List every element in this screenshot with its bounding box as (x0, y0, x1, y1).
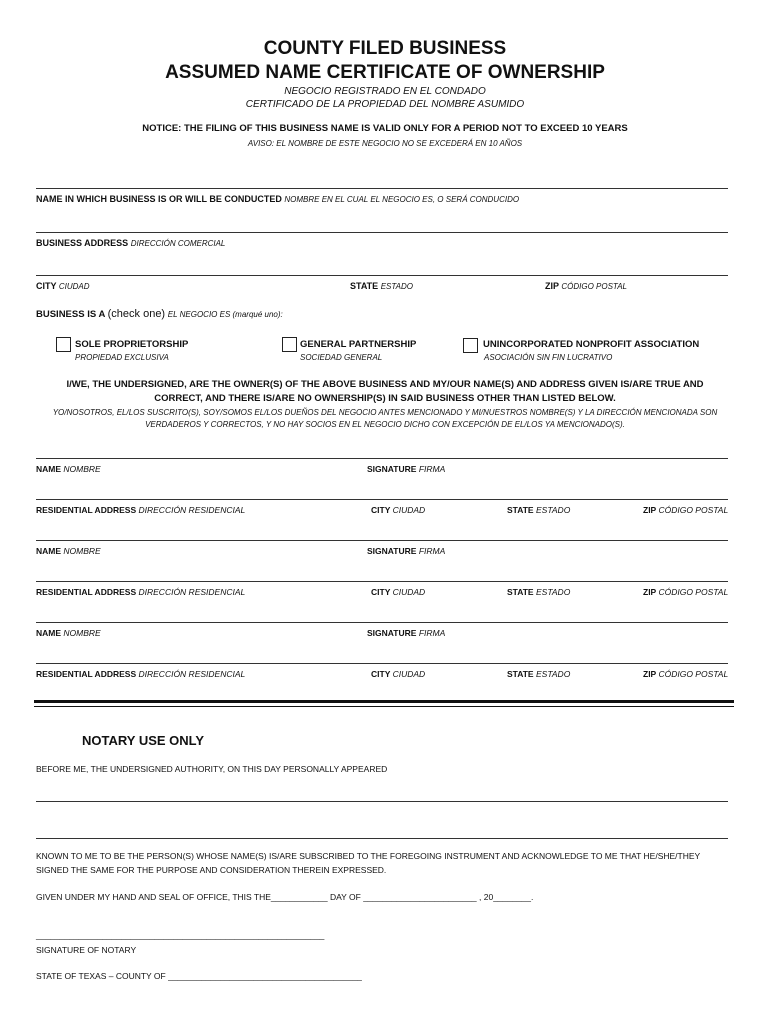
notary-signature-line[interactable]: _____________________________________________________________ (36, 930, 325, 940)
sole-proprietorship-label: SOLE PROPRIETORSHIP (75, 339, 189, 350)
business-name-label: NAME IN WHICH BUSINESS IS OR WILL BE CONDUCTED NOMBRE EN EL CUAL EL NEGOCIO ES, O SERÁ CONDUCIDO (36, 194, 520, 204)
business-type-label: BUSINESS IS A (check one) EL NEGOCIO ES (marqué uno): (36, 308, 283, 320)
owner-3-name-signature-field[interactable] (36, 622, 728, 623)
owner-1-signature-label: SIGNATURE FIRMA (367, 464, 446, 474)
owner-1-residential-address-label: RESIDENTIAL ADDRESS DIRECCIÓN RESIDENCIAL (36, 505, 246, 515)
owner-3-address-field[interactable] (36, 663, 728, 664)
notice-text: NOTICE: THE FILING OF THIS BUSINESS NAME IS VALID ONLY FOR A PERIOD NOT TO EXCEED 10 YEARS (142, 123, 628, 134)
owner-1-address-field[interactable] (36, 499, 728, 500)
form-subtitle-es-line1: NEGOCIO REGISTRADO EN EL CONDADO (284, 86, 486, 97)
declaration-es-line1: YO/NOSOTROS, EL/LOS SUSCRITO(S), SOY/SOMOS EL/LOS DUEÑOS DEL NEGOCIO ANTES MENCIONADO Y MI/NUESTROS NOMBRE(S) Y LA DIRECCIÓN MENCIONADA SON (52, 408, 718, 417)
owner-3-zip-label: ZIP CÓDIGO POSTAL (643, 669, 729, 679)
owner-2-state-label: STATE ESTADO (507, 587, 571, 597)
notary-appeared-line-2[interactable] (36, 838, 728, 839)
general-partnership-checkbox[interactable] (282, 337, 297, 352)
owner-1-state-label: STATE ESTADO (507, 505, 571, 515)
form-title-line2: ASSUMED NAME CERTIFICATE OF OWNERSHIP (165, 62, 605, 83)
owner-3-name-label: NAME NOMBRE (36, 628, 101, 638)
business-state-label: STATE ESTADO (350, 281, 413, 291)
nonprofit-association-checkbox[interactable] (463, 338, 478, 353)
owner-3-signature-label: SIGNATURE FIRMA (367, 628, 446, 638)
city-state-zip-field[interactable] (36, 275, 728, 276)
owner-1-zip-label: ZIP CÓDIGO POSTAL (643, 505, 729, 515)
general-partnership-label: GENERAL PARTNERSHIP (300, 339, 417, 350)
declaration-es-line2: VERDADEROS Y CORRECTOS, Y NO HAY SOCIOS EN EL NEGOCIO DICHO CON EXCEPCIÓN DE EL/LOS YA MENCIONADO(S). (145, 420, 625, 429)
owner-1-name-label: NAME NOMBRE (36, 464, 101, 474)
notary-state-county[interactable]: STATE OF TEXAS – COUNTY OF _________________________________________ (36, 971, 362, 981)
owner-1-city-label: CITY CIUDAD (371, 505, 426, 515)
section-divider-thick (34, 700, 734, 703)
notary-given-text[interactable]: GIVEN UNDER MY HAND AND SEAL OF OFFICE, THIS THE____________ DAY OF ________________________ , 20________. (36, 892, 534, 902)
notice-text-es: AVISO: EL NOMBRE DE ESTE NEGOCIO NO SE EXCEDERÁ EN 10 AÑOS (247, 139, 523, 148)
owner-2-zip-label: ZIP CÓDIGO POSTAL (643, 587, 729, 597)
sole-proprietorship-checkbox[interactable] (56, 337, 71, 352)
owner-2-name-label: NAME NOMBRE (36, 546, 101, 556)
notary-known-line1: KNOWN TO ME TO BE THE PERSON(S) WHOSE NAME(S) IS/ARE SUBSCRIBED TO THE FOREGOING INSTRUMENT AND ACKNOWLEDGE TO ME THAT HE/SHE/THEY (36, 851, 701, 861)
business-city-label: CITY CIUDAD (36, 281, 90, 291)
business-zip-label: ZIP CÓDIGO POSTAL (545, 281, 627, 291)
notary-appeared-line-1[interactable] (36, 801, 728, 802)
nonprofit-association-label-es: ASOCIACIÓN SIN FIN LUCRATIVO (484, 353, 613, 362)
owner-3-residential-address-label: RESIDENTIAL ADDRESS DIRECCIÓN RESIDENCIAL (36, 669, 246, 679)
business-address-field[interactable] (36, 232, 728, 233)
owner-3-state-label: STATE ESTADO (507, 669, 571, 679)
declaration-line1: I/WE, THE UNDERSIGNED, ARE THE OWNER(S) OF THE ABOVE BUSINESS AND MY/OUR NAME(S) AND ADDRESS GIVEN IS/ARE TRUE AND (66, 379, 704, 390)
form-title-line1: COUNTY FILED BUSINESS (263, 38, 507, 59)
nonprofit-association-label: UNINCORPORATED NONPROFIT ASSOCIATION (483, 339, 700, 350)
owner-2-address-field[interactable] (36, 581, 728, 582)
notary-before-me-text: BEFORE ME, THE UNDERSIGNED AUTHORITY, ON THIS DAY PERSONALLY APPEARED (36, 764, 388, 774)
owner-3-city-label: CITY CIUDAD (371, 669, 426, 679)
notary-signature-label: SIGNATURE OF NOTARY (36, 945, 137, 955)
owner-2-residential-address-label: RESIDENTIAL ADDRESS DIRECCIÓN RESIDENCIAL (36, 587, 246, 597)
section-divider-thin (34, 706, 734, 707)
owner-1-name-signature-field[interactable] (36, 458, 728, 459)
notary-known-line2: SIGNED THE SAME FOR THE PURPOSE AND CONSIDERATION THEREIN EXPRESSED. (36, 865, 387, 875)
notary-title: NOTARY USE ONLY (82, 733, 205, 748)
owner-2-name-signature-field[interactable] (36, 540, 728, 541)
business-address-label: BUSINESS ADDRESS DIRECCIÓN COMERCIAL (36, 238, 226, 248)
business-name-field[interactable] (36, 188, 728, 189)
general-partnership-label-es: SOCIEDAD GENERAL (300, 353, 383, 362)
declaration-line2: CORRECT, AND THERE IS/ARE NO OWNERSHIP(S) IN SAID BUSINESS OTHER THAN LISTED BELOW. (154, 393, 616, 404)
owner-2-city-label: CITY CIUDAD (371, 587, 426, 597)
owner-2-signature-label: SIGNATURE FIRMA (367, 546, 446, 556)
sole-proprietorship-label-es: PROPIEDAD EXCLUSIVA (75, 353, 169, 362)
form-subtitle-es-line2: CERTIFICADO DE LA PROPIEDAD DEL NOMBRE ASUMIDO (245, 99, 525, 110)
